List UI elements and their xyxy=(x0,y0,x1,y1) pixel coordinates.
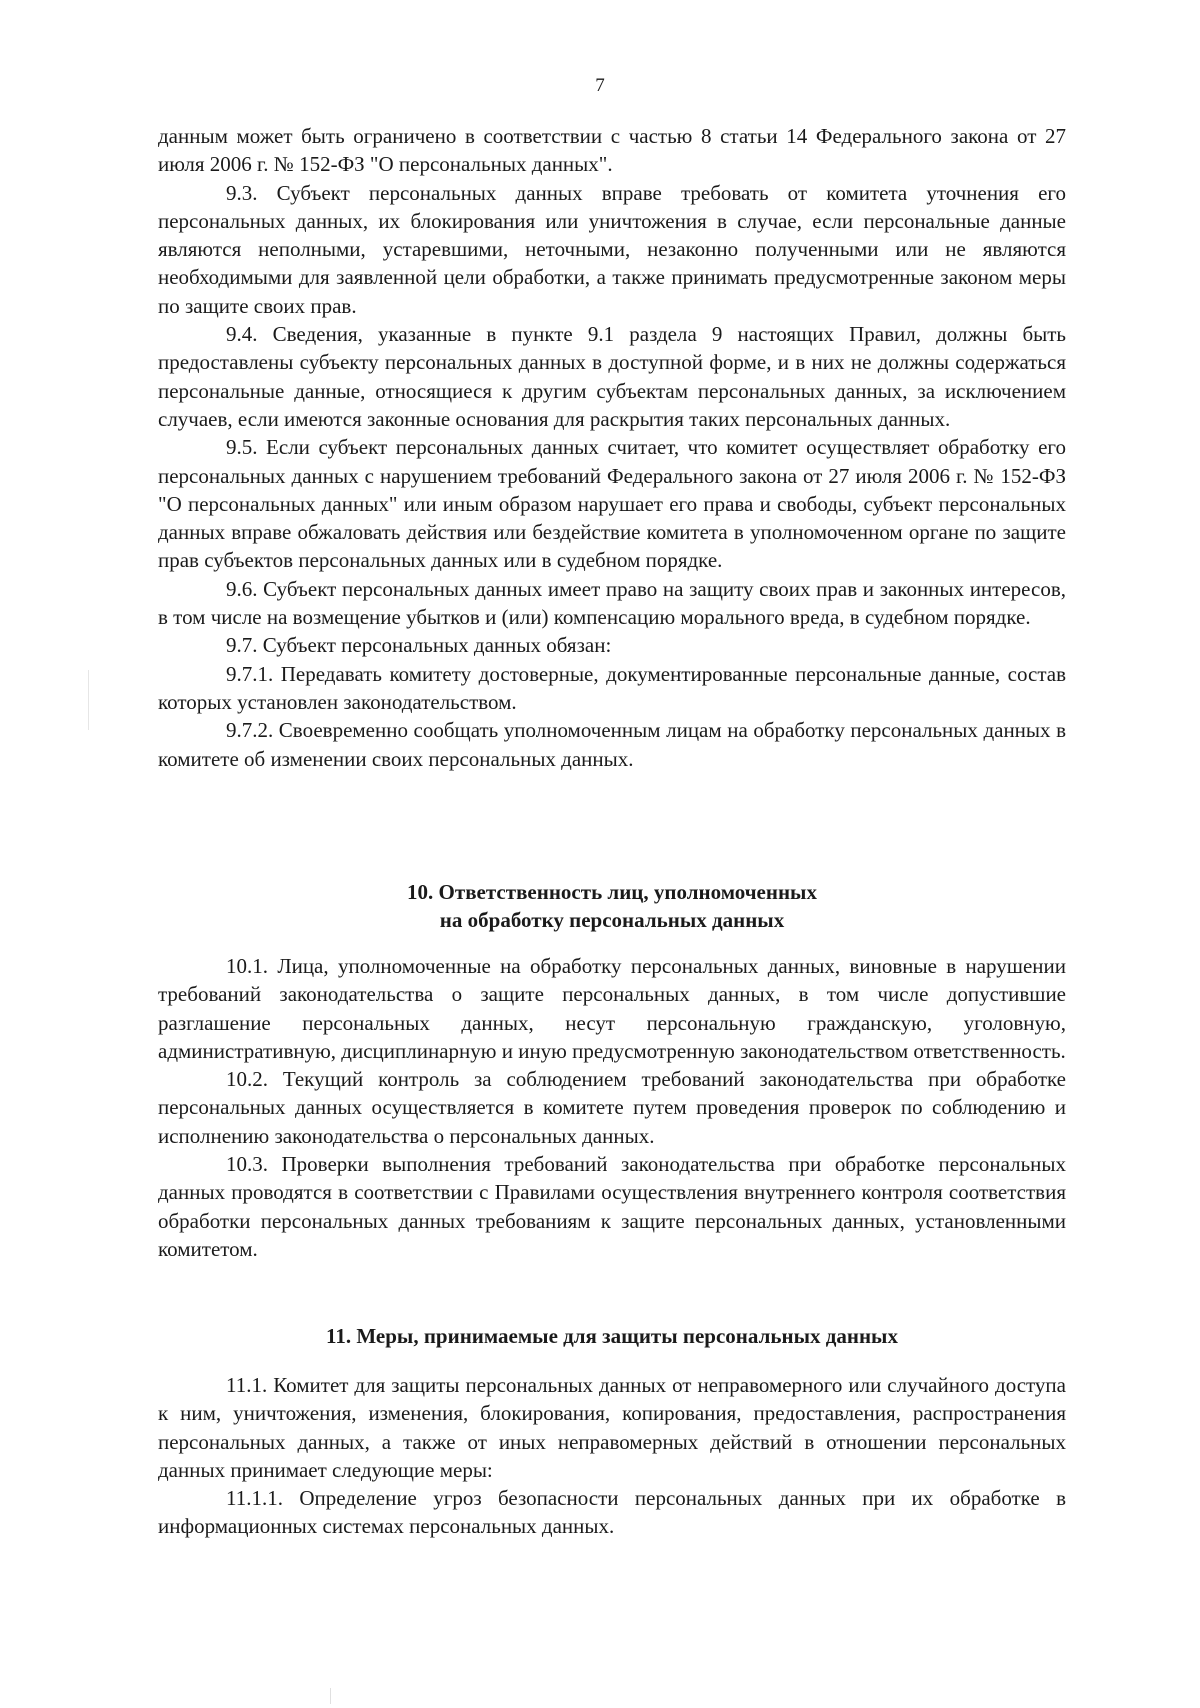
paragraph-9-6: 9.6. Субъект персональных данных имеет право на защиту своих прав и законных интересов, в том числе на возмещение убытков и (или) компенсацию морального вреда, в судебном порядке. xyxy=(158,576,1066,630)
page-number: 7 xyxy=(595,75,605,96)
section-11-heading xyxy=(158,1322,1066,1350)
paragraph-9-2-continued: данным может быть ограничено в соответствии с частью 8 статьи 14 Федерального закона от 27 июля 2006 г. № 152-ФЗ "О персональных данных". xyxy=(158,124,1066,177)
paragraph-10-3: 10.3. Проверки выполнения требований законодательства при обработке персональных данных проводятся в соответствии с Правилами осуществления внутреннего контроля соответствия обработки персональных данных требованиям к защите персональных данных, установленными комитетом. xyxy=(158,1152,1066,1261)
paragraph-10-2: 10.2. Текущий контроль за соблюдением требований законодательства при обработке персональных данных осуществляется в комитете путем проведения проверок по соблюдению и исполнению законодательства о персональных данных. xyxy=(158,1067,1066,1148)
paragraph-9-7-1: 9.7.1. Передавать комитету достоверные, документированные персональные данные, состав которых установлен законодательством. xyxy=(158,661,1066,714)
scan-margin-mark xyxy=(88,670,89,730)
paragraph-10-1: 10.1. Лица, уполномоченные на обработку персональных данных, виновные в нарушении требований законодательства о защите персональных данных, в том числе допустившие разглашение персональных данных, несут персональную гражданскую, уголовную, административную, дисциплинарную и иную предусмотренную законодательством ответственность. xyxy=(158,954,1066,1063)
section-9-continued xyxy=(158,122,1066,773)
section-11-heading-line: 11. Меры, принимаемые для защиты персональных данных xyxy=(326,1324,898,1348)
scan-bottom-mark xyxy=(330,1688,331,1704)
section-11-body xyxy=(158,1371,1066,1541)
paragraph-9-3: 9.3. Субъект персональных данных вправе требовать от комитета уточнения его персональных данных, их блокирования или уничтожения в случае, если персональные данные являются неполными, устаревшими, неточными, незаконно полученными или не являются необходимыми для заявленной цели обработки, а также принимать предусмотренные законом меры по защите своих прав. xyxy=(158,180,1066,318)
paragraph-11-1: 11.1. Комитет для защиты персональных данных от неправомерного или случайного доступа к ним, уничтожения, изменения, блокирования, копирования, предоставления, распространения персональных данных, а также от иных неправомерных действий в отношении персональных данных принимает следующие меры: xyxy=(158,1373,1066,1482)
paragraph-9-7-2: 9.7.2. Своевременно сообщать уполномоченным лицам на обработку персональных данных в комитете об изменении своих персональных данных. xyxy=(158,718,1066,771)
section-10-heading-line-1: 10. Ответственность лиц, уполномоченных xyxy=(407,880,817,904)
section-10-heading xyxy=(158,878,1066,934)
paragraph-9-4: 9.4. Сведения, указанные в пункте 9.1 раздела 9 настоящих Правил, должны быть предоставлены субъекту персональных данных в доступной форме, и в них не должны содержаться персональные данные, относящиеся к другим субъектам персональных данных, за исключением случаев, если имеются законные основания для раскрытия таких персональных данных. xyxy=(158,322,1066,431)
paragraph-9-7: 9.7. Субъект персональных данных обязан: xyxy=(226,633,612,658)
paragraph-11-1-1: 11.1.1. Определение угроз безопасности персональных данных при их обработке в информационных системах персональных данных. xyxy=(158,1486,1066,1539)
section-10-heading-line-2: на обработку персональных данных xyxy=(439,908,785,932)
paragraph-9-5: 9.5. Если субъект персональных данных считает, что комитет осуществляет обработку его персональных данных с нарушением требований Федерального закона от 27 июля 2006 г. № 152-ФЗ "О персональных данных" или иным образом нарушает его права и свободы, субъект персональных данных вправе обжаловать действия или бездействие комитета в уполномоченном органе по защите прав субъектов персональных данных или в судебном порядке. xyxy=(158,435,1066,573)
section-10-body xyxy=(158,952,1066,1263)
